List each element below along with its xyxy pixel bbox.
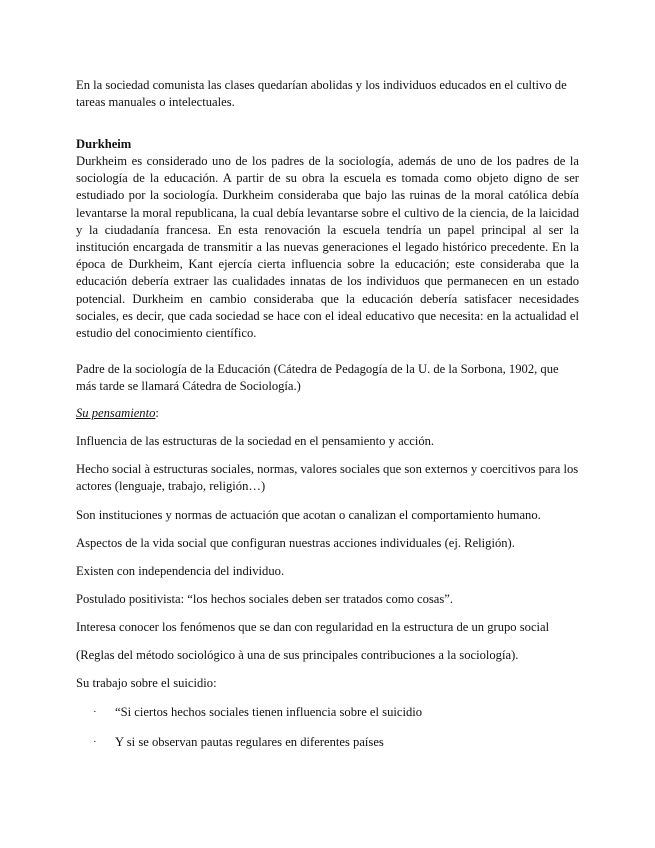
bullet-marker: · bbox=[93, 736, 97, 748]
paragraph-suicide-work: Su trabajo sobre el suicidio: bbox=[76, 676, 217, 690]
paragraph-rules-method: (Reglas del método sociológico à una de sus principales contribuciones a la sociología). bbox=[76, 648, 519, 662]
paragraph-phenomena: Interesa conocer los fenómenos que se dan con regularidad en la estructura de un grupo social bbox=[76, 620, 550, 634]
paragraph-father-sociology: Padre de la sociología de la Educación (Cátedra de Pedagogía de la U. de la Sorbona, 1902, que más tarde se llamará Cátedra de Sociología.) bbox=[76, 362, 559, 394]
paragraph-communist-society: En la sociedad comunista las clases quedarían abolidas y los individuos educados en el cultivo de tareas manuales o intelectuales. bbox=[76, 78, 567, 110]
bullet-marker: · bbox=[93, 706, 97, 718]
paragraph-social-fact: Hecho social à estructuras sociales, normas, valores sociales que son externos y coercitivos para los actores (lenguaje, trabajo, religión…) bbox=[76, 462, 579, 494]
subheading-his-thought bbox=[76, 405, 579, 422]
section-heading-durkheim: Durkheim bbox=[76, 137, 132, 151]
list-item-text: “Si ciertos hechos sociales tienen influencia sobre el suicidio bbox=[115, 705, 423, 719]
paragraph-independence: Existen con independencia del individuo. bbox=[76, 564, 285, 578]
paragraph-positivist: Postulado positivista: “los hechos sociales deben ser tratados como cosas”. bbox=[76, 592, 454, 606]
list-item-text: Y si se observan pautas regulares en diferentes países bbox=[115, 735, 384, 749]
subheading-colon: : bbox=[155, 406, 159, 420]
paragraph-aspects: Aspectos de la vida social que configuran nuestras acciones individuales (ej. Religión). bbox=[76, 536, 515, 550]
subheading-text: Su pensamiento bbox=[76, 406, 156, 420]
paragraph-durkheim-intro: Durkheim es considerado uno de los padres de la sociología, además de uno de los padres de la sociología de la educación. A partir de su obra la escuela es tomada como objeto digno de ser estudiado por la sociología. Durkheim consideraba que bajo las ruinas de la moral católica debía levantarse la moral republicana, la cual debía levantarse sobre el cultivo de la ciencia, de la laicidad y la ciudadanía francesa. En esta renovación la escuela tendría un papel principal al ser la institución encargada de transmitir a las nuevas generaciones el legado histórico precedente. En la época de Durkheim, Kant ejercía cierta influencia sobre la educación; este consideraba que la educación debería extraer las cualidades innatas de los individuos que permanecen en un estado potencial. Durkheim en cambio consideraba que la educación debería satisfacer necesidades sociales, es decir, que cada sociedad se hace con el ideal educativo que necesita: en la actualidad el estudio del conocimiento científico. bbox=[76, 154, 579, 341]
paragraph-influence: Influencia de las estructuras de la sociedad en el pensamiento y acción. bbox=[76, 434, 435, 448]
paragraph-institutions: Son instituciones y normas de actuación que acotan o canalizan el comportamiento humano. bbox=[76, 508, 541, 522]
